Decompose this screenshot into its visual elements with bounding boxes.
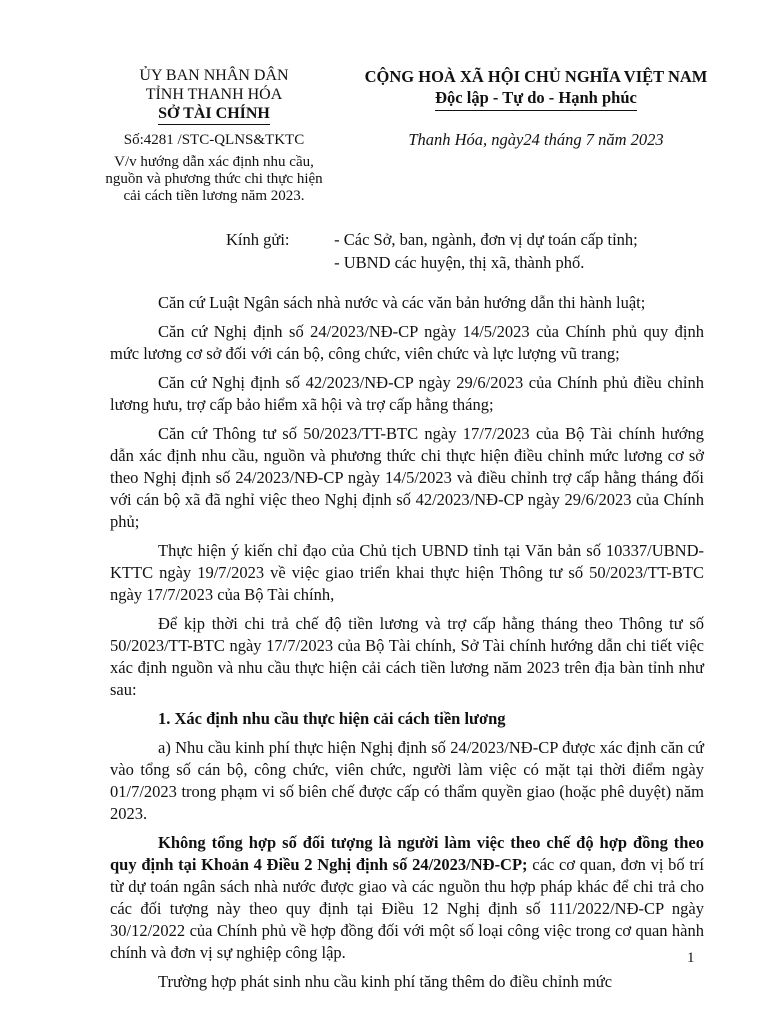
recipient-item: - Các Sở, ban, ngành, đơn vị dự toán cấp tỉnh;	[334, 230, 638, 249]
body-paragraph: a) Nhu cầu kinh phí thực hiện Nghị định số 24/2023/NĐ-CP được xác định căn cứ vào tổng số cán bộ, công chức, viên chức, người làm việc có mặt tại thời điểm ngày 01/7/2023 trong phạm vi số biên chế được cấp có thẩm quyền giao (hoặc phê duyệt) năm 2023.	[110, 738, 704, 823]
subject-line-1: V/v hướng dẫn xác định nhu cầu,	[114, 154, 314, 170]
recipient-item: - UBND các huyện, thị xã, thành phố.	[334, 253, 585, 272]
issuer-line-1: ỦY BAN NHÂN DÂN	[139, 67, 289, 84]
national-motto: Độc lập - Tự do - Hạnh phúc	[435, 87, 637, 111]
body-paragraph	[110, 832, 704, 964]
country-name: CỘNG HOÀ XÃ HỘI CHỦ NGHĨA VIỆT NAM	[364, 67, 708, 86]
recipients-label: Kính gửi:	[226, 230, 290, 249]
subject-line-2: nguồn và phương thức chi thực hiện	[105, 171, 323, 187]
issuer-header	[98, 66, 330, 205]
body-paragraph: Căn cứ Luật Ngân sách nhà nước và các văn bản hướng dẫn thi hành luật;	[158, 293, 646, 312]
issuer-line-2: TỈNH THANH HÓA	[145, 86, 283, 103]
document-body	[110, 292, 704, 1000]
national-header	[346, 66, 726, 150]
page-number: 1	[687, 950, 695, 966]
paragraph-continuation: các cơ quan, đơn vị bố trí từ dự toán ngân sách nhà nước được giao và các nguồn thu hợp pháp khác để chi trả cho các đối tượng này theo quy định tại Điều 12 Nghị định số 111/2022/NĐ-CP ngày 30/12/2022 của Chính phủ về hợp đồng đối với một số loại công việc trong cơ quan hành chính và đơn vị sự nghiệp công lập.	[110, 855, 704, 962]
body-paragraph: Căn cứ Nghị định số 24/2023/NĐ-CP ngày 14/5/2023 của Chính phủ quy định mức lương cơ sở đối với cán bộ, công chức, viên chức và lực lượng vũ trang;	[110, 322, 704, 363]
body-paragraph: Để kịp thời chi trả chế độ tiền lương và trợ cấp hằng tháng theo Thông tư số 50/2023/TT-BTC ngày 17/7/2023 của Bộ Tài chính, Sở Tài chính hướng dẫn chi tiết việc xác định nguồn và nhu cầu thực hiện cải cách tiền lương năm 2023 trên địa bàn tỉnh như sau:	[110, 614, 704, 699]
section-heading: 1. Xác định nhu cầu thực hiện cải cách tiền lương	[158, 709, 506, 728]
body-paragraph: Thực hiện ý kiến chỉ đạo của Chủ tịch UBND tỉnh tại Văn bản số 10337/UBND-KTTC ngày 19/7/2023 về việc giao triển khai thực hiện Thông tư số 50/2023/TT-BTC ngày 17/7/2023 của Bộ Tài chính,	[110, 541, 704, 604]
place-date: Thanh Hóa, ngày24 tháng 7 năm 2023	[408, 130, 664, 149]
body-paragraph: Căn cứ Thông tư số 50/2023/TT-BTC ngày 17/7/2023 của Bộ Tài chính hướng dẫn xác định nhu cầu, nguồn và phương thức chi thực hiện điều chỉnh mức lương cơ sở theo Nghị định số 24/2023/NĐ-CP ngày 14/5/2023 và điều chỉnh trợ cấp hằng tháng đối với cán bộ xã đã nghỉ việc theo Nghị định số 42/2023/NĐ-CP ngày 29/6/2023 của Chính phủ;	[110, 424, 704, 531]
subject-line-3: cải cách tiền lương năm 2023.	[123, 188, 305, 204]
body-paragraph: Trường hợp phát sinh nhu cầu kinh phí tăng thêm do điều chỉnh mức	[158, 972, 613, 991]
recipients-block	[226, 228, 638, 274]
body-paragraph: Căn cứ Nghị định số 42/2023/NĐ-CP ngày 29/6/2023 của Chính phủ điều chỉnh lương hưu, trợ cấp bảo hiểm xã hội và trợ cấp hằng tháng;	[110, 373, 704, 414]
document-subject	[98, 154, 330, 205]
bold-clause: Không tổng hợp số đối tượng là người làm việc theo chế độ hợp đồng theo quy định tại Khoản 4 Điều 2 Nghị định số 24/2023/NĐ-CP;	[110, 833, 704, 874]
document-number: Số:4281 /STC-QLNS&TKTC	[123, 132, 305, 148]
issuer-department: SỞ TÀI CHÍNH	[158, 104, 270, 125]
